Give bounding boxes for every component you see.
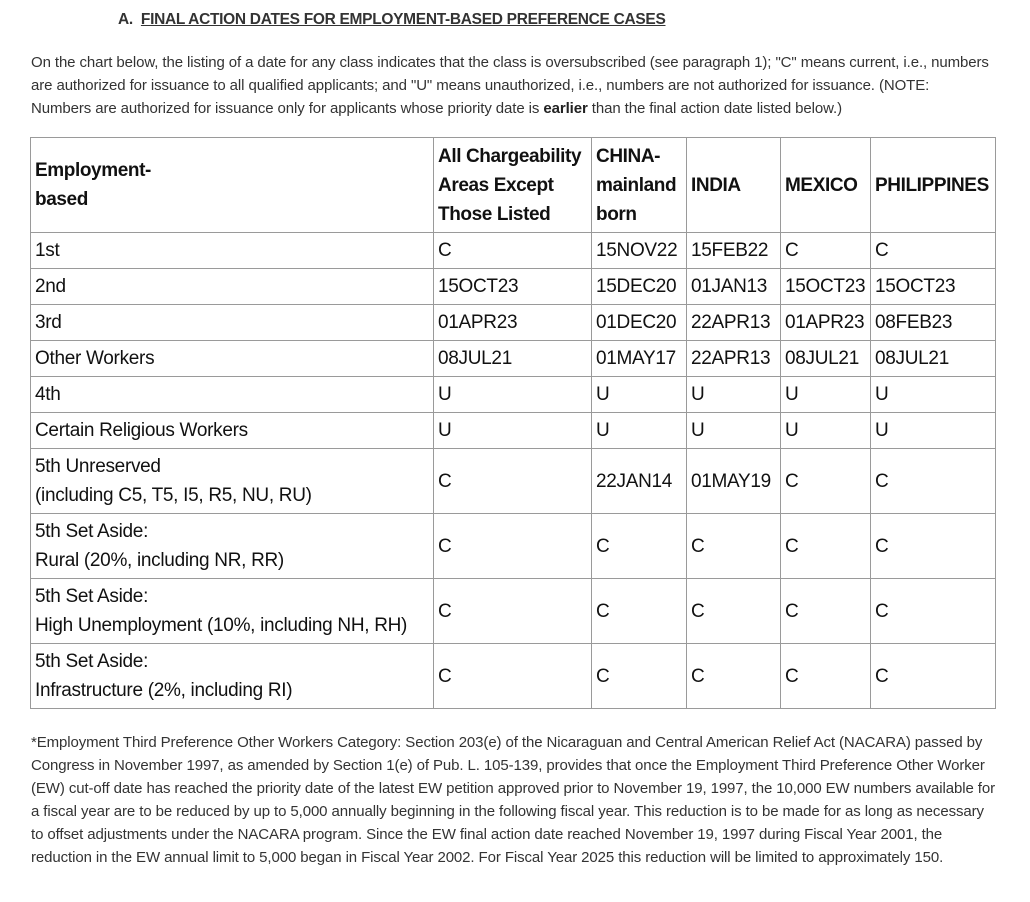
- header-text: CHINA-: [596, 145, 661, 167]
- row-label-text: 5th Set Aside:: [35, 651, 149, 672]
- row-label: [31, 269, 434, 305]
- date-cell: C: [781, 579, 871, 644]
- col-header-philippines: [871, 138, 996, 233]
- row-label-text: Other Workers: [35, 348, 155, 369]
- header-text: Areas Except: [438, 174, 554, 196]
- header-text: PHILIPPINES: [875, 174, 989, 196]
- date-cell: U: [592, 377, 687, 413]
- row-label-text: 5th Set Aside:: [35, 586, 149, 607]
- date-cell: C: [871, 644, 996, 709]
- col-header-category: [31, 138, 434, 233]
- date-cell: C: [871, 514, 996, 579]
- date-cell: C: [687, 579, 781, 644]
- date-cell: 15OCT23: [871, 269, 996, 305]
- date-cell: 15FEB22: [687, 233, 781, 269]
- header-text: based: [35, 189, 88, 210]
- date-cell: 01JAN13: [687, 269, 781, 305]
- intro-emphasis: earlier: [543, 100, 588, 117]
- date-cell: U: [592, 413, 687, 449]
- date-cell: 01MAY19: [687, 449, 781, 514]
- row-label: [31, 579, 434, 644]
- date-cell: 08FEB23: [871, 305, 996, 341]
- date-cell: C: [781, 449, 871, 514]
- date-cell: 22JAN14: [592, 449, 687, 514]
- date-cell: U: [434, 377, 592, 413]
- row-label-text: Certain Religious Workers: [35, 420, 248, 441]
- date-cell: 01APR23: [434, 305, 592, 341]
- table-header-row: [31, 138, 996, 233]
- date-cell: 15NOV22: [592, 233, 687, 269]
- row-label-text: 3rd: [35, 312, 62, 333]
- header-text: All Chargeability: [438, 145, 582, 167]
- date-cell: 01MAY17: [592, 341, 687, 377]
- intro-text-1: On the chart below, the listing of a date for any class indicates that the class is oversubscribed (see paragraph 1); "C" means current, i.e., numbers are authorized for issuance to all qualified applicants; and "U" means unauthorized, i.e., numbers are not authorized for issuance. (NOTE: Numbers are authorized for issuance only for applicants whose priority date is: [31, 54, 989, 117]
- table-row: [31, 514, 996, 579]
- date-cell: C: [434, 233, 592, 269]
- date-cell: U: [781, 413, 871, 449]
- date-cell: 08JUL21: [781, 341, 871, 377]
- header-text: MEXICO: [785, 174, 858, 196]
- row-label-text: 5th Set Aside:: [35, 521, 149, 542]
- table-row: [31, 269, 996, 305]
- date-cell: C: [781, 644, 871, 709]
- date-cell: C: [434, 644, 592, 709]
- date-cell: 22APR13: [687, 341, 781, 377]
- table-row: [31, 413, 996, 449]
- row-label-text: Infrastructure (2%, including RI): [35, 680, 293, 701]
- row-label-text: 4th: [35, 384, 61, 405]
- section-letter: A.: [118, 11, 133, 28]
- date-cell: C: [781, 514, 871, 579]
- date-cell: C: [687, 514, 781, 579]
- header-text: Employment-: [35, 160, 151, 181]
- header-text: mainland: [596, 174, 677, 196]
- table-row: [31, 305, 996, 341]
- row-label: [31, 341, 434, 377]
- row-label-text: Rural (20%, including NR, RR): [35, 550, 284, 571]
- date-cell: 22APR13: [687, 305, 781, 341]
- date-cell: C: [592, 579, 687, 644]
- date-cell: U: [687, 413, 781, 449]
- date-cell: 15DEC20: [592, 269, 687, 305]
- date-cell: U: [871, 377, 996, 413]
- row-label: [31, 233, 434, 269]
- date-cell: C: [871, 233, 996, 269]
- table-row: [31, 341, 996, 377]
- row-label: [31, 449, 434, 514]
- date-cell: C: [871, 449, 996, 514]
- row-label-text: 5th Unreserved: [35, 456, 161, 477]
- table-body: [31, 233, 996, 709]
- date-cell: 08JUL21: [871, 341, 996, 377]
- col-header-mexico: [781, 138, 871, 233]
- col-header-china: [592, 138, 687, 233]
- table-row: [31, 644, 996, 709]
- date-cell: 08JUL21: [434, 341, 592, 377]
- row-label: [31, 514, 434, 579]
- table-row: [31, 449, 996, 514]
- date-cell: U: [434, 413, 592, 449]
- date-cell: 01DEC20: [592, 305, 687, 341]
- date-cell: C: [434, 514, 592, 579]
- section-title: FINAL ACTION DATES FOR EMPLOYMENT-BASED PREFERENCE CASES: [140, 11, 666, 28]
- table-row: [31, 579, 996, 644]
- col-header-india: [687, 138, 781, 233]
- date-cell: C: [434, 579, 592, 644]
- date-cell: C: [687, 644, 781, 709]
- date-cell: C: [871, 579, 996, 644]
- date-cell: C: [592, 514, 687, 579]
- intro-paragraph: [31, 51, 991, 120]
- row-label: [31, 377, 434, 413]
- row-label-text: High Unemployment (10%, including NH, RH): [35, 615, 408, 636]
- section-heading: [118, 11, 666, 29]
- row-label: [31, 305, 434, 341]
- header-text: INDIA: [691, 174, 741, 196]
- row-label: [31, 644, 434, 709]
- intro-text-2: than the final action date listed below.): [587, 100, 843, 117]
- header-text: born: [596, 203, 637, 225]
- header-text: Those Listed: [438, 203, 551, 225]
- date-cell: C: [434, 449, 592, 514]
- date-cell: U: [687, 377, 781, 413]
- table-row: [31, 377, 996, 413]
- table-row: [31, 233, 996, 269]
- col-header-all-chargeability: [434, 138, 592, 233]
- date-cell: 15OCT23: [781, 269, 871, 305]
- row-label-text: (including C5, T5, I5, R5, NU, RU): [35, 485, 312, 506]
- date-cell: 15OCT23: [434, 269, 592, 305]
- footnote: *Employment Third Preference Other Workers Category: Section 203(e) of the Nicaraguan and Central American Relief Act (NACARA) passed by Congress in November 1997, as amended by Section 1(e) of Pub. L. 105-139, provides that once the Employment Third Preference Other Worker (EW) cut-off date has reached the priority date of the latest EW petition approved prior to November 19, 1997, the 10,000 EW numbers available for a fiscal year are to be reduced by up to 5,000 annually beginning in the following fiscal year. This reduction is to be made for as long as necessary to offset adjustments under the NACARA program. Since the EW final action date reached November 19, 1997 during Fiscal Year 2001, the reduction in the EW annual limit to 5,000 began in Fiscal Year 2002. For Fiscal Year 2025 this reduction will be limited to approximately 150.: [31, 734, 995, 866]
- row-label-text: 1st: [35, 240, 60, 261]
- date-cell: U: [781, 377, 871, 413]
- row-label-text: 2nd: [35, 276, 66, 297]
- date-cell: C: [592, 644, 687, 709]
- date-cell: U: [871, 413, 996, 449]
- final-action-dates-table: [30, 137, 996, 709]
- date-cell: 01APR23: [781, 305, 871, 341]
- date-cell: C: [781, 233, 871, 269]
- row-label: [31, 413, 434, 449]
